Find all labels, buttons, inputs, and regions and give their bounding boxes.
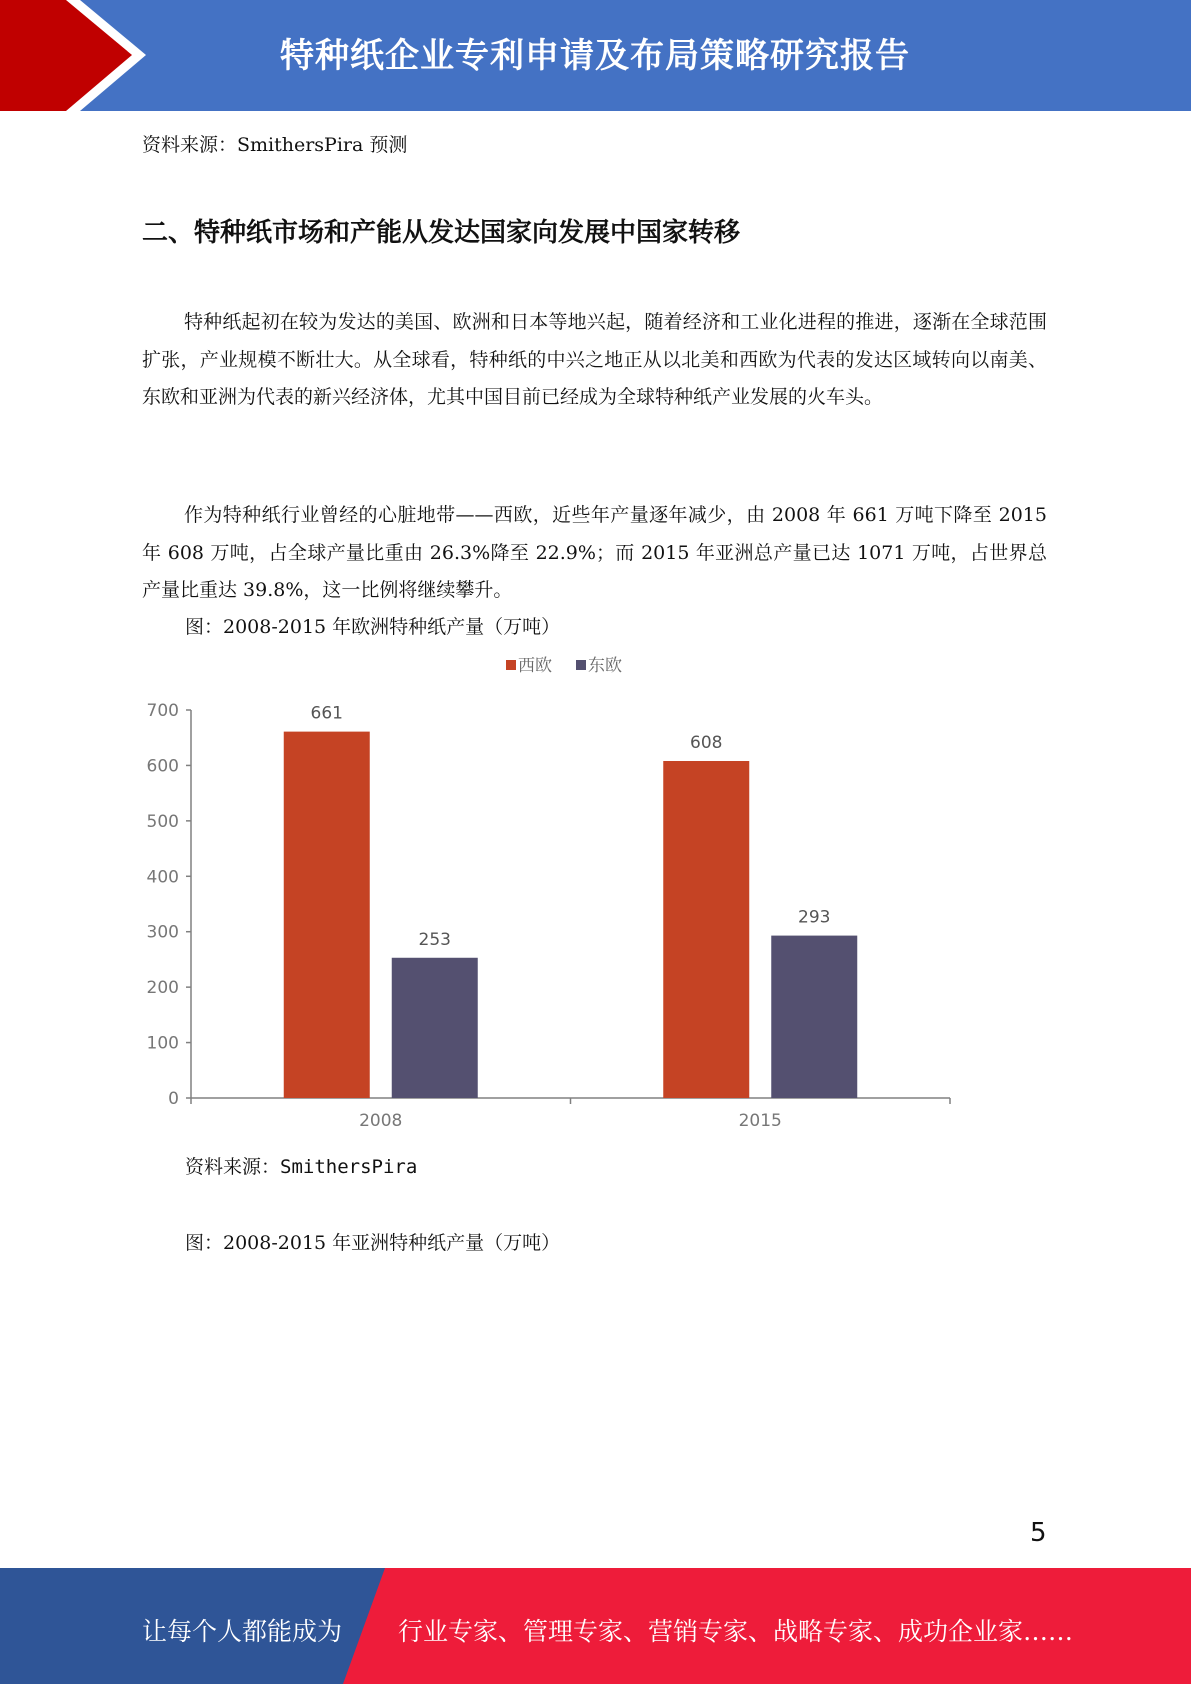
bar-2008-west-europe — [284, 732, 370, 1098]
page-number: 5 — [1030, 1518, 1047, 1548]
legend-label: 西欧 — [518, 656, 552, 676]
data-label: 661 — [310, 703, 343, 724]
paragraph-1: 特种纸起初在较为发达的美国、欧洲和日本等地兴起，随着经济和工业化进程的推进，逐渐在全球范围扩张，产业规模不断壮大。从全球看，特种纸的中兴之地正从以北美和西欧为代表的发达区域转向以南美、东欧和亚洲为代表的新兴经济体，尤其中国目前已经成为全球特种纸产业发展的火车头。 — [142, 311, 1047, 408]
bar-2008-east-europe — [392, 958, 478, 1098]
bar-2015-west-europe — [663, 761, 749, 1098]
legend-swatch — [506, 660, 516, 670]
footer-slogan-left: 让每个人都能成为 — [142, 1617, 343, 1646]
data-label: 253 — [418, 929, 451, 950]
bar-2015-east-europe — [771, 936, 857, 1098]
data-label: 608 — [690, 732, 723, 753]
page-footer — [0, 1568, 1191, 1684]
header-title: 特种纸企业专利申请及布局策略研究报告 — [280, 36, 910, 76]
figure-caption-asia: 图：2008-2015 年亚洲特种纸产量（万吨） — [185, 1232, 561, 1254]
figure-caption-europe: 图：2008-2015 年欧洲特种纸产量（万吨） — [185, 616, 561, 638]
y-tick-label: 600 — [146, 756, 179, 777]
data-label: 293 — [798, 907, 831, 928]
x-tick-label: 2008 — [359, 1111, 403, 1131]
footer-slogan-right: 行业专家、管理专家、营销专家、战略专家、成功企业家…… — [398, 1617, 1074, 1646]
source-note-top: 资料来源：SmithersPira 预测 — [142, 134, 408, 156]
y-tick-label: 200 — [146, 978, 179, 999]
y-tick-label: 400 — [146, 867, 179, 888]
y-tick-label: 0 — [168, 1089, 179, 1109]
legend-swatch — [576, 660, 586, 670]
y-tick-label: 100 — [146, 1033, 179, 1054]
paragraph-2: 作为特种纸行业曾经的心脏地带——西欧，近些年产量逐年减少，由 2008 年 661 万吨下降至 2015 年 608 万吨，占全球产量比重由 26.3%降至 22.9%；而 2015 年亚洲总产量已达 1071 万吨，占世界总产量比重达 39.8%，这一比例将继续攀升。 — [142, 504, 1047, 601]
y-tick-label: 300 — [146, 922, 179, 943]
y-tick-label: 500 — [146, 811, 179, 832]
source-note-chart: 资料来源：SmithersPira — [185, 1156, 418, 1178]
legend-label: 东欧 — [588, 656, 622, 676]
page-header — [0, 0, 1191, 111]
x-tick-label: 2015 — [738, 1111, 782, 1131]
y-tick-label: 700 — [146, 701, 179, 721]
section-heading: 二、特种纸市场和产能从发达国家向发展中国家转移 — [142, 218, 741, 248]
europe-production-bar-chart — [130, 650, 960, 1140]
